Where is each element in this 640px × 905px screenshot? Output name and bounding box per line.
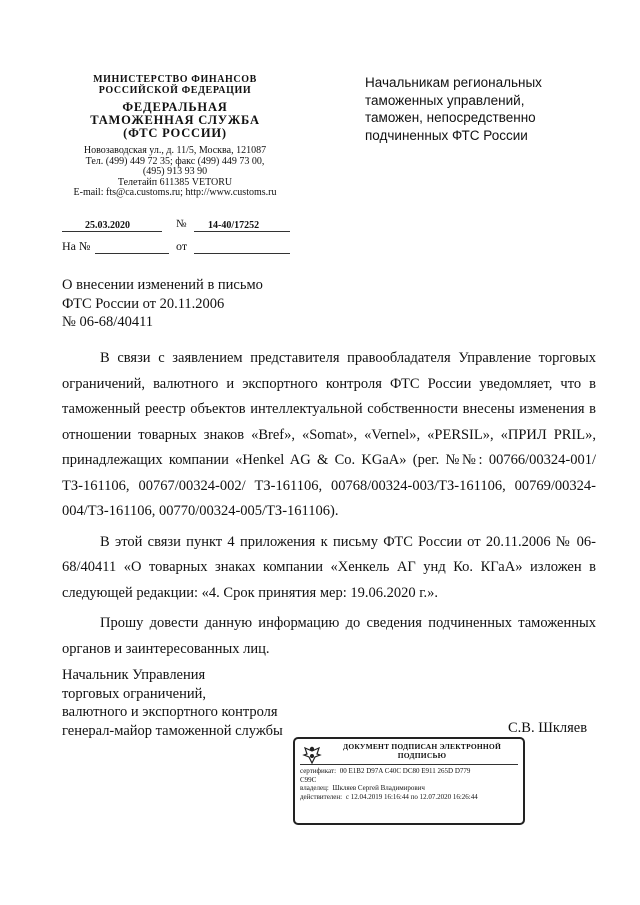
certificate-label: сертификат: — [300, 767, 337, 775]
email-line: E-mail: fts@ca.customs.ru; http://www.customs.ru — [73, 187, 277, 199]
ministry-line: РОССИЙСКОЙ ФЕДЕРАЦИИ — [98, 85, 252, 96]
ministry-line: МИНИСТЕРСТВО ФИНАНСОВ — [93, 74, 257, 85]
addressee-line: подчиненных ФТС России — [365, 127, 528, 143]
validity-value: с 12.04.2019 16:16:44 по 12.07.2020 16:26:44 — [345, 792, 478, 801]
number-underline — [194, 231, 290, 232]
date-underline — [62, 231, 162, 232]
addressee-block — [365, 74, 595, 144]
validity-row — [300, 793, 518, 802]
service-name — [62, 101, 288, 140]
position-line: генерал-майор таможенной службы — [62, 722, 283, 739]
certificate-row-continued — [300, 776, 518, 785]
certificate-row — [300, 767, 518, 776]
stamp-title-line: ПОДПИСЬЮ — [397, 751, 447, 760]
reference-date-line — [194, 253, 290, 254]
subject-line: О внесении изменений в письмо — [62, 277, 263, 293]
reference-number-line — [95, 253, 169, 254]
owner-label: владелец: — [300, 784, 329, 793]
sender-address — [62, 146, 288, 199]
phone-line: Тел. (499) 449 72 35; факс (499) 449 73 00, — [85, 155, 265, 167]
signatory-position — [62, 666, 322, 740]
subject-line: № 06-68/40411 — [62, 314, 154, 330]
addressee-line: Начальникам региональных — [365, 75, 542, 90]
certificate-value-continued: C99C — [300, 775, 317, 784]
reference-date-label: от — [176, 239, 188, 253]
service-line: ФЕДЕРАЛЬНАЯ — [122, 100, 228, 114]
addressee-line: таможенных управлений, — [365, 92, 525, 108]
registration-number: 14-40/17252 — [208, 220, 260, 231]
certificate-value: 00 E1B2 D97A C40C DC80 E911 265D D779 — [339, 767, 471, 775]
electronic-signature-stamp — [293, 737, 525, 825]
eagle-emblem-icon — [302, 745, 322, 765]
body-paragraph: В этой связи пункт 4 приложения к письму ФТС России от 20.11.2006 № 06-68/40411 «О товарных знаках компании «Хенкель АГ унд Ко. КГаА» изложен в следующей редакции: «4. Срок принятия мер: 19.06.2020 г.». — [62, 533, 596, 601]
stamp-title — [326, 742, 518, 760]
owner-value: Шкляев Сергей Владимирович — [332, 784, 425, 793]
reference-number-label: На № — [62, 239, 91, 253]
signatory-name: С.В. Шкляев — [508, 720, 588, 736]
phone-line: (495) 913 93 90 — [142, 166, 208, 178]
registration-date: 25.03.2020 — [85, 220, 130, 231]
stamp-title-line: ДОКУМЕНТ ПОДПИСАН ЭЛЕКТРОННОЙ — [342, 742, 502, 751]
position-line: валютного и экспортного контроля — [62, 704, 278, 720]
service-line: ТАМОЖЕННАЯ СЛУЖБА — [90, 113, 260, 127]
subject-line: ФТС России от 20.11.2006 — [62, 295, 225, 312]
letter-subject — [62, 276, 322, 332]
teletype-line: Телетайп 611385 VETORU — [117, 176, 233, 188]
validity-label: действителен: — [300, 792, 343, 801]
position-line: торговых ограничений, — [62, 685, 206, 702]
registration-number-label: № — [176, 218, 187, 230]
position-line: Начальник Управления — [62, 667, 206, 683]
letter-body — [62, 346, 596, 667]
letterhead — [62, 74, 288, 199]
body-paragraph: В связи с заявлением представителя правообладателя Управление торговых ограничений, валютного и экспортного контроля ФТС России уведомляет, что в таможенный реестр объектов интеллектуальной собственности внесены изменения в отношении товарных знаков «Bref», «Somat», «Vernel», «PERSIL», «ПРИЛ PRIL», принадлежащих компании «Henkel AG & Co. KGaA» (рег. №№: 00766/00324-001/ ТЗ-161106, 00767/00324-002/ ТЗ-161106, 00768/00324-003/ТЗ-161106, 00769/00324-004/ТЗ-161106, 00770/00324-005/ТЗ-161106). — [62, 350, 596, 519]
address-line: Новозаводская ул., д. 11/5, Москва, 121087 — [83, 145, 267, 156]
ministry-name — [62, 74, 288, 96]
stamp-divider — [300, 764, 518, 765]
service-line: (ФТС РОССИИ) — [123, 126, 227, 140]
body-paragraph: Прошу довести данную информацию до сведения подчиненных таможенных органов и заинтересованных лиц. — [62, 615, 596, 657]
addressee-line: таможен, непосредственно — [365, 110, 536, 125]
owner-row — [300, 784, 518, 793]
